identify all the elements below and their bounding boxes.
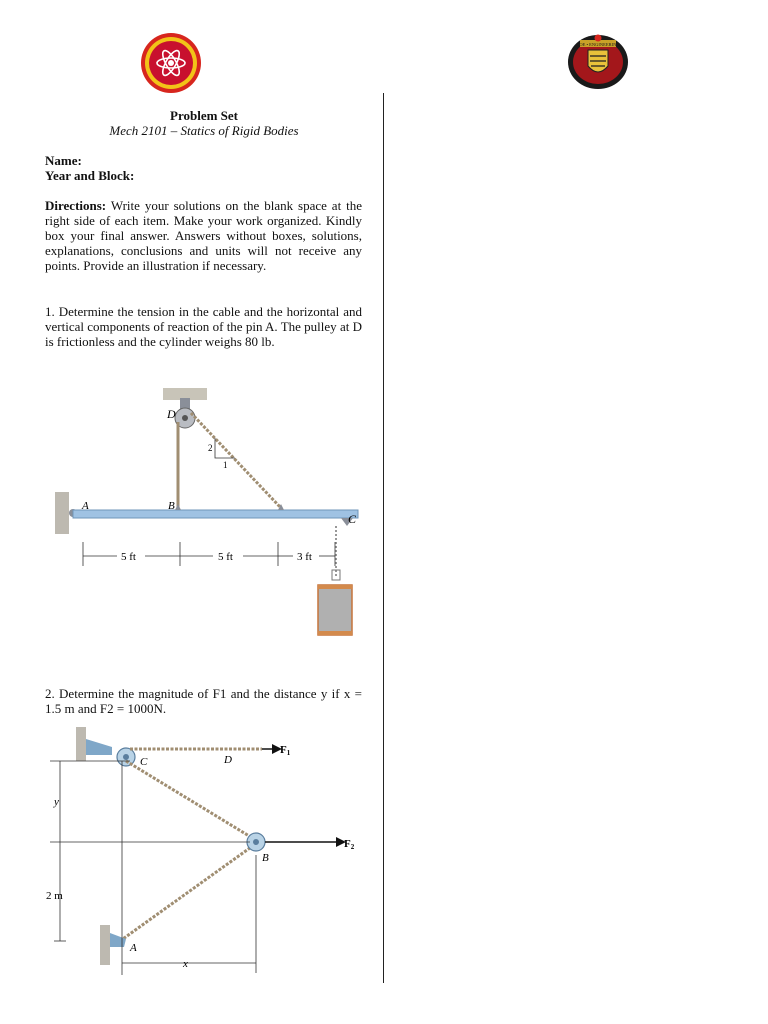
directions-label: Directions: <box>45 198 107 213</box>
force-f1: F1 <box>280 744 291 757</box>
problem-2-statement: Determine the magnitude of F1 and the distance y if x = 1.5 m and F2 = 1000N. <box>45 686 362 716</box>
label-b: B <box>168 500 175 512</box>
wall-upper <box>76 727 86 761</box>
problem-1-figure <box>45 380 375 645</box>
dim-3ft: 3 ft <box>297 551 312 563</box>
label-d: D <box>224 754 232 766</box>
beam <box>73 510 358 518</box>
seal-banner-text: COE • ENGINEERING <box>576 42 620 47</box>
dim-x: x <box>183 958 188 970</box>
cylinder <box>318 585 352 635</box>
cable-ba <box>120 845 254 941</box>
directions-text: Write your solutions on the blank space at the right side of each item. Make your work organized. Kindly box your final answer. Answers without boxes, solutions, explanations, conclusions and units will not receive any points. Provide an illustration if necessary. <box>45 198 362 273</box>
page-title: Problem Set <box>170 108 238 123</box>
name-label: Name: <box>45 153 82 168</box>
dim-5ft-1: 5 ft <box>121 551 136 563</box>
wall-support <box>55 492 69 534</box>
problem-2-number: 2. <box>45 686 55 701</box>
slope-run: 1 <box>223 460 228 470</box>
problem-2-figure <box>40 725 370 975</box>
label-c: C <box>348 512 357 526</box>
cable-cb <box>126 761 254 839</box>
label-d: D <box>167 407 176 421</box>
problem-1-number: 1. <box>45 304 55 319</box>
column-divider <box>383 93 384 983</box>
label-a: A <box>82 500 89 512</box>
college-seal-icon <box>140 32 202 94</box>
force-f2: F2 <box>344 838 355 851</box>
problem-1-statement: Determine the tension in the cable and the horizontal and vertical components of reaction of the pin A. The pulley at D is frictionless and the cylinder weighs 80 lb. <box>45 304 363 349</box>
problem-1-text <box>45 304 362 349</box>
dim-2m: 2 m <box>46 890 63 902</box>
label-a: A <box>130 942 137 954</box>
label-c: C <box>140 756 148 768</box>
problem-2-text <box>45 686 362 716</box>
directions <box>45 198 362 273</box>
year-block-label: Year and Block: <box>45 168 135 183</box>
university-seal-icon <box>566 32 630 90</box>
label-b: B <box>262 852 269 864</box>
course-title: Mech 2101 – Statics of Rigid Bodies <box>109 123 299 138</box>
wall-lower <box>100 925 110 965</box>
slope-rise: 2 <box>208 443 213 453</box>
dim-y: y <box>54 796 59 808</box>
cable-sloped <box>191 413 281 508</box>
dim-5ft-2: 5 ft <box>218 551 233 563</box>
